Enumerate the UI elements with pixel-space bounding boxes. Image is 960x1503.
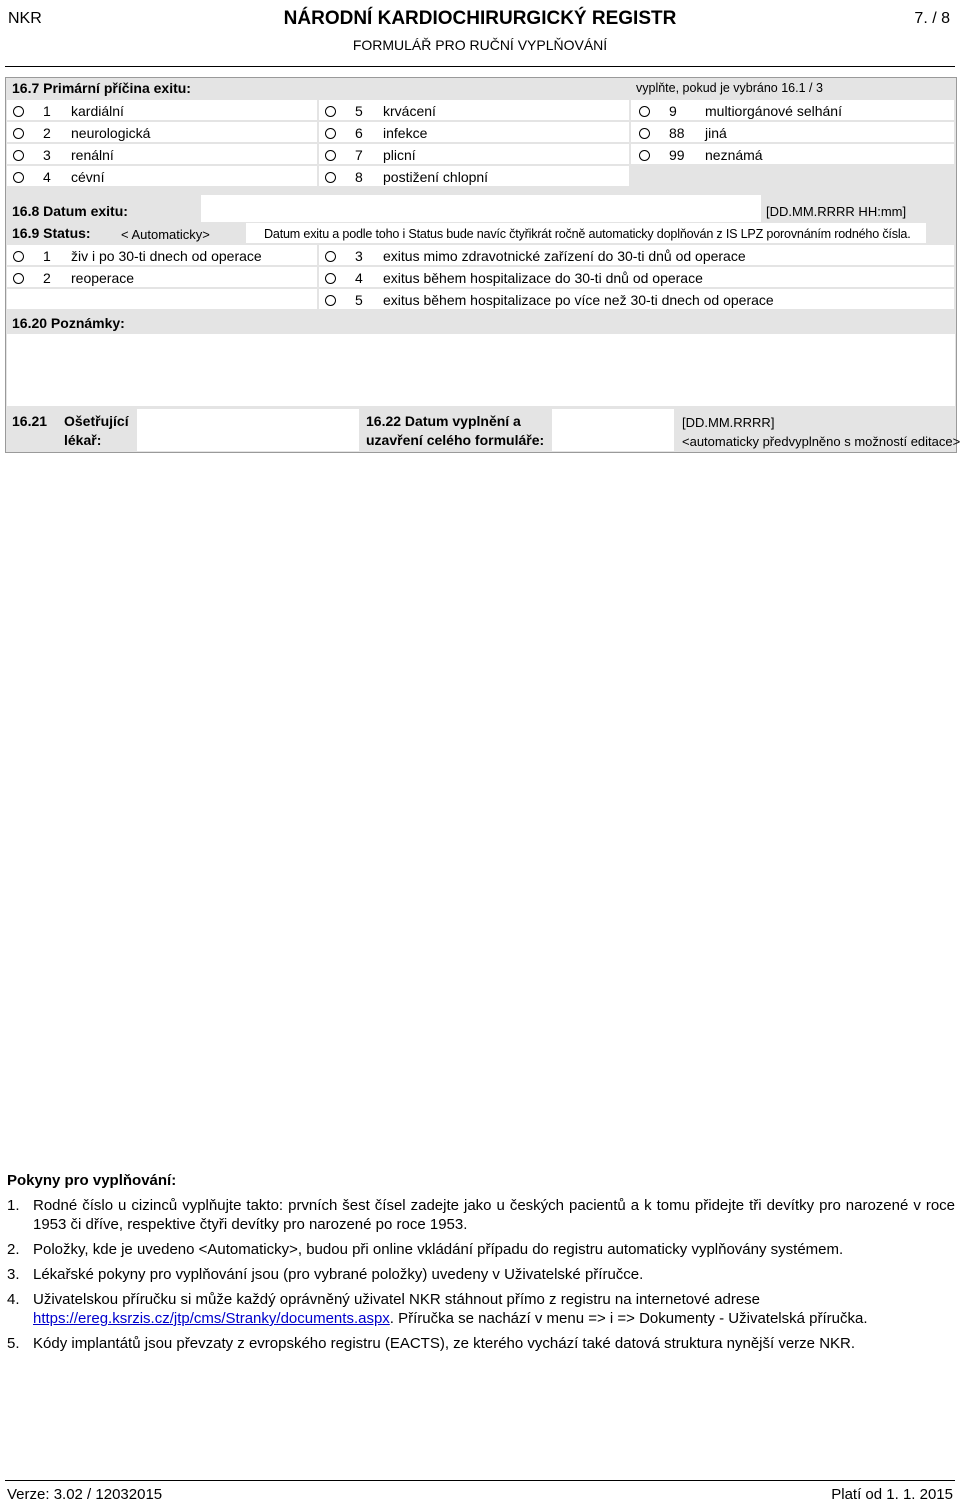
radio-circle-icon[interactable]	[325, 106, 336, 117]
radio-circle-icon[interactable]	[13, 273, 24, 284]
instructions-title: Pokyny pro vyplňování:	[7, 1172, 177, 1189]
s169-note: Datum exitu a podle toho i Status bude navíc čtyřikrát ročně automaticky doplňován z IS LPZ porovnáním rodného čísla.	[264, 227, 911, 241]
s1621-line1: Ošetřující	[64, 413, 129, 429]
radio-circle-icon[interactable]	[325, 128, 336, 139]
notes-field[interactable]	[7, 334, 955, 406]
document-subtitle: FORMULÁŘ PRO RUČNÍ VYPLŇOVÁNÍ	[352, 37, 608, 53]
instructions-list	[7, 1196, 955, 1359]
s169-auto: < Automaticky>	[121, 227, 210, 242]
s1622-format: [DD.MM.RRRR]	[682, 415, 775, 430]
instruction-item: 2. Položky, kde je uvedeno <Automaticky>, budou při online vkládání případu do registru automaticky vyplňovány systémem.	[7, 1241, 844, 1258]
radio-circle-icon[interactable]	[325, 273, 336, 284]
instruction-item: 3. Lékařské pokyny pro vyplňování jsou (pro vybrané položky) uvedeny v Uživatelské příručce.	[7, 1266, 644, 1283]
document-title: NÁRODNÍ KARDIOCHIRURGICKÝ REGISTR	[283, 8, 677, 29]
manual-download-link[interactable]: https://ereg.ksrzis.cz/jtp/cms/Stranky/documents.aspx	[33, 1310, 390, 1327]
s1621-line2: lékař:	[64, 432, 102, 448]
radio-circle-icon[interactable]	[325, 295, 336, 306]
instruction-item: 4. Uživatelskou příručku si může každý oprávněný uživatel NKR stáhnout přímo z registru na internetové adrese https://ereg.ksrzis.cz/jtp/cms/Stranky/documents.aspx. Příručka se nachází v menu => i => Dokumenty - Uživatelská příručka.	[7, 1291, 868, 1327]
s1622-line1: 16.22 Datum vyplnění a	[366, 413, 521, 429]
s167-note: vyplňte, pokud je vybráno 16.1 / 3	[636, 81, 823, 95]
s1622-auto: <automaticky předvyplněno s možností editace>	[682, 434, 960, 449]
radio-circle-icon[interactable]	[13, 128, 24, 139]
s1622-line2: uzavření celého formuláře:	[366, 432, 545, 448]
exit-form: 16.7 Primární příčina exitu: vyplňte, pokud je vybráno 16.1 / 3 1 kardiální 2 neurologická 3 renální 4 cévní 5 krvácení 6 infekce 7 plicní 8 postižení chlopní 9 multiorgánové selhání 88 jiná 99 neznámá 16.8 Datum exitu: [DD.MM.RRRR HH:mm] 16.9 Status: < Automaticky> Datum exitu a podle toho i Status bude navíc čtyřikrát ročně automaticky doplňován z IS LPZ porovnáním rodného čísla. 1 živ i po 30-ti dnech od operace 2 reoperace 3 exitus mimo zdravotnické zařízení do 30-ti dnů od operace 4 exitus během hospitalizace do 30-ti dnů od operace 5 exitus během hospitalizace po více než 30-ti dnech od operace 16.20 Poznámky: 16.21 Ošetřující lékař: 16.22 Datum vyplnění a uzavření celého formuláře: [DD.MM.RRRR] <automaticky předvyplněno s možností editace>	[5, 77, 957, 453]
s169-note-box	[246, 223, 926, 243]
radio-circle-icon[interactable]	[325, 172, 336, 183]
s168-format: [DD.MM.RRRR HH:mm]	[766, 204, 907, 219]
header-divider	[5, 66, 955, 67]
radio-circle-icon[interactable]	[325, 150, 336, 161]
radio-circle-icon[interactable]	[639, 128, 650, 139]
s167-label: 16.7 Primární příčina exitu:	[12, 80, 191, 96]
page-number: 7. / 8	[914, 10, 950, 27]
radio-circle-icon[interactable]	[13, 251, 24, 262]
instruction-item: 1. Rodné číslo u cizinců vyplňujte takto: prvních šest čísel zadejte jako u českých pacientů a k tomu přidejte tři devítky pro narozené v roce 1953 či dříve, respektive čtyři devítky pro narozené po roce 1953.	[7, 1197, 955, 1233]
s168-label: 16.8 Datum exitu:	[12, 203, 128, 219]
s169-label: 16.9 Status:	[12, 225, 91, 241]
s1620-label: 16.20 Poznámky:	[12, 315, 125, 331]
radio-circle-icon[interactable]	[639, 106, 650, 117]
radio-circle-icon[interactable]	[13, 106, 24, 117]
s167-header-row	[6, 78, 956, 98]
s1621-num: 16.21	[12, 413, 48, 429]
radio-circle-icon[interactable]	[13, 172, 24, 183]
footer-version: Verze: 3.02 / 12032015	[7, 1486, 163, 1503]
footer-valid-from: Platí od 1. 1. 2015	[831, 1486, 953, 1503]
header-nkr: NKR	[8, 10, 42, 27]
physician-field[interactable]	[137, 409, 359, 451]
radio-circle-icon[interactable]	[639, 150, 650, 161]
radio-circle-icon[interactable]	[13, 150, 24, 161]
radio-circle-icon[interactable]	[325, 251, 336, 262]
footer-divider	[5, 1480, 955, 1481]
instruction-item: 5. Kódy implantátů jsou převzaty z evropského registru (EACTS), ze kterého vychází také datová struktura nynější verze NKR.	[7, 1335, 856, 1352]
exit-date-field[interactable]	[201, 195, 761, 222]
completion-date-field[interactable]	[552, 409, 674, 451]
